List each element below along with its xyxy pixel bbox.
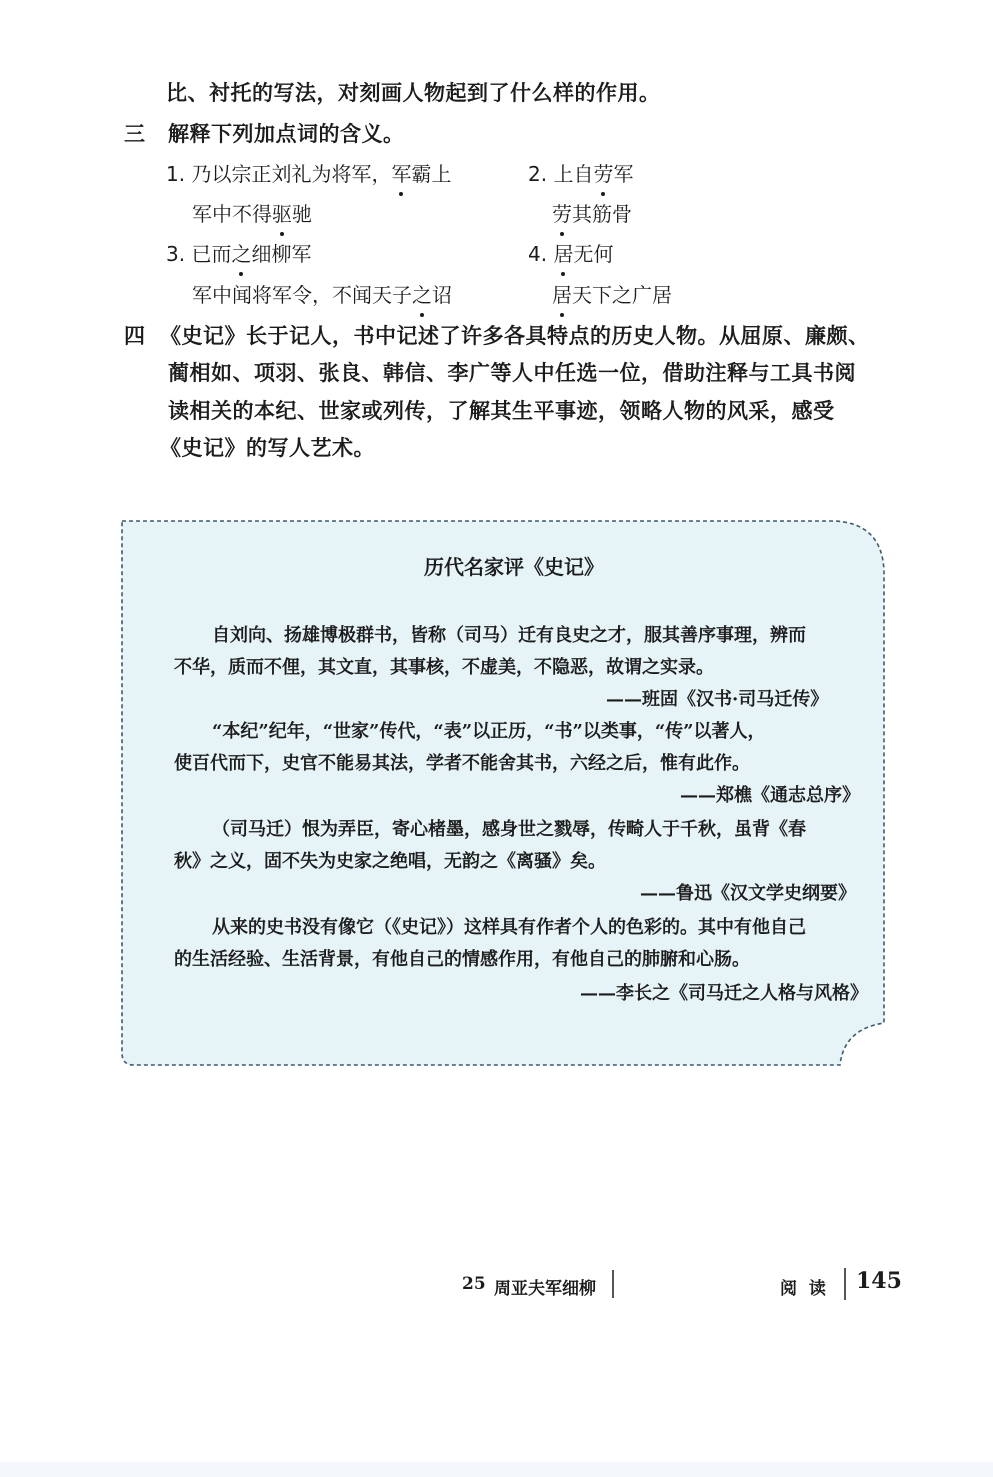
quote-line: 自刘向、扬雄博极群书，皆称（司马）迁有良史之才，服其善序事理，辨而 bbox=[212, 625, 806, 646]
dotted-char: 驱 bbox=[272, 198, 292, 227]
q3-item-2-line2: 劳其筋骨 bbox=[552, 198, 632, 227]
quote-source: ——李长之《司马迁之人格与风格》 bbox=[580, 983, 868, 1004]
quote-line: 不华，质而不俚，其文直，其事核，不虚美，不隐恶，故谓之实录。 bbox=[174, 657, 714, 678]
dotted-char: 劳 bbox=[552, 198, 572, 227]
dotted-char: 之 bbox=[231, 238, 251, 267]
q3-item-4: 4. 居无何 bbox=[528, 238, 613, 267]
q4-line: 《史记》长于记人，书中记述了许多各具特点的历史人物。从屈原、廉颇、 bbox=[160, 323, 870, 348]
dotted-char: 之 bbox=[412, 279, 432, 308]
quote-source: ——郑樵《通志总序》 bbox=[680, 785, 860, 806]
quote-line: 使百代而下，史官不能易其法，学者不能舍其书，六经之后，惟有此作。 bbox=[174, 753, 750, 774]
lesson-number: 25 bbox=[462, 1274, 486, 1294]
page-number: 145 bbox=[856, 1268, 902, 1294]
quote-source: ——鲁迅《汉文学史纲要》 bbox=[640, 883, 856, 904]
q3-item-4-line2: 居天下之广居 bbox=[552, 279, 672, 308]
quote-line: 秋》之义，固不失为史家之绝唱，无韵之《离骚》矣。 bbox=[174, 851, 606, 872]
box-title: 历代名家评《史记》 bbox=[424, 555, 604, 579]
quote-source: ——班固《汉书·司马迁传》 bbox=[606, 689, 829, 710]
continued-question-line: 比、衬托的写法，对刻画人物起到了什么样的作用。 bbox=[166, 80, 661, 105]
q4-line: 《史记》的写人艺术。 bbox=[160, 435, 375, 460]
q3-item-3-line2: 军中闻将军令，不闻天子之诏 bbox=[192, 279, 452, 308]
q3-item-1: 1. 乃以宗正刘礼为将军，军霸上 bbox=[166, 158, 451, 187]
question-4-number: 四 bbox=[124, 323, 146, 348]
q3-item-3: 3. 已而之细柳军 bbox=[166, 238, 311, 267]
quote-line: （司马迁）恨为弄臣，寄心楮墨，感身世之戮辱，传畸人于千秋，虽背《春 bbox=[212, 819, 806, 840]
commentary-box bbox=[118, 517, 888, 1068]
dotted-char: 军 bbox=[391, 158, 411, 187]
dotted-char: 居 bbox=[552, 279, 572, 308]
quote-line: 从来的史书没有像它（《史记》）这样具有作者个人的色彩的。其中有他自己 bbox=[212, 917, 806, 938]
footer-divider bbox=[844, 1268, 846, 1300]
dotted-char: 居 bbox=[553, 238, 573, 267]
quote-line: “本纪”纪年，“世家”传代，“表”以正历，“书”以类事，“传”以著人， bbox=[212, 721, 766, 742]
question-3-number: 三 bbox=[124, 121, 146, 146]
q3-item-1-line2: 军中不得驱驰 bbox=[192, 198, 312, 227]
lesson-title: 周亚夫军细柳 bbox=[494, 1279, 596, 1299]
dotted-char: 劳 bbox=[593, 158, 613, 187]
question-3-prompt: 解释下列加点词的含义。 bbox=[168, 121, 405, 146]
q4-line: 蔺相如、项羽、张良、韩信、李广等人中任选一位，借助注释与工具书阅 bbox=[168, 360, 856, 385]
quote-line: 的生活经验、生活背景，有他自己的情感作用，有他自己的肺腑和心肠。 bbox=[174, 949, 750, 970]
section-label: 阅 读 bbox=[780, 1279, 826, 1299]
q3-item-2: 2. 上自劳军 bbox=[528, 158, 633, 187]
footer-divider bbox=[612, 1270, 614, 1298]
q4-line: 读相关的本纪、世家或列传，了解其生平事迹，领略人物的风采，感受 bbox=[168, 398, 835, 423]
